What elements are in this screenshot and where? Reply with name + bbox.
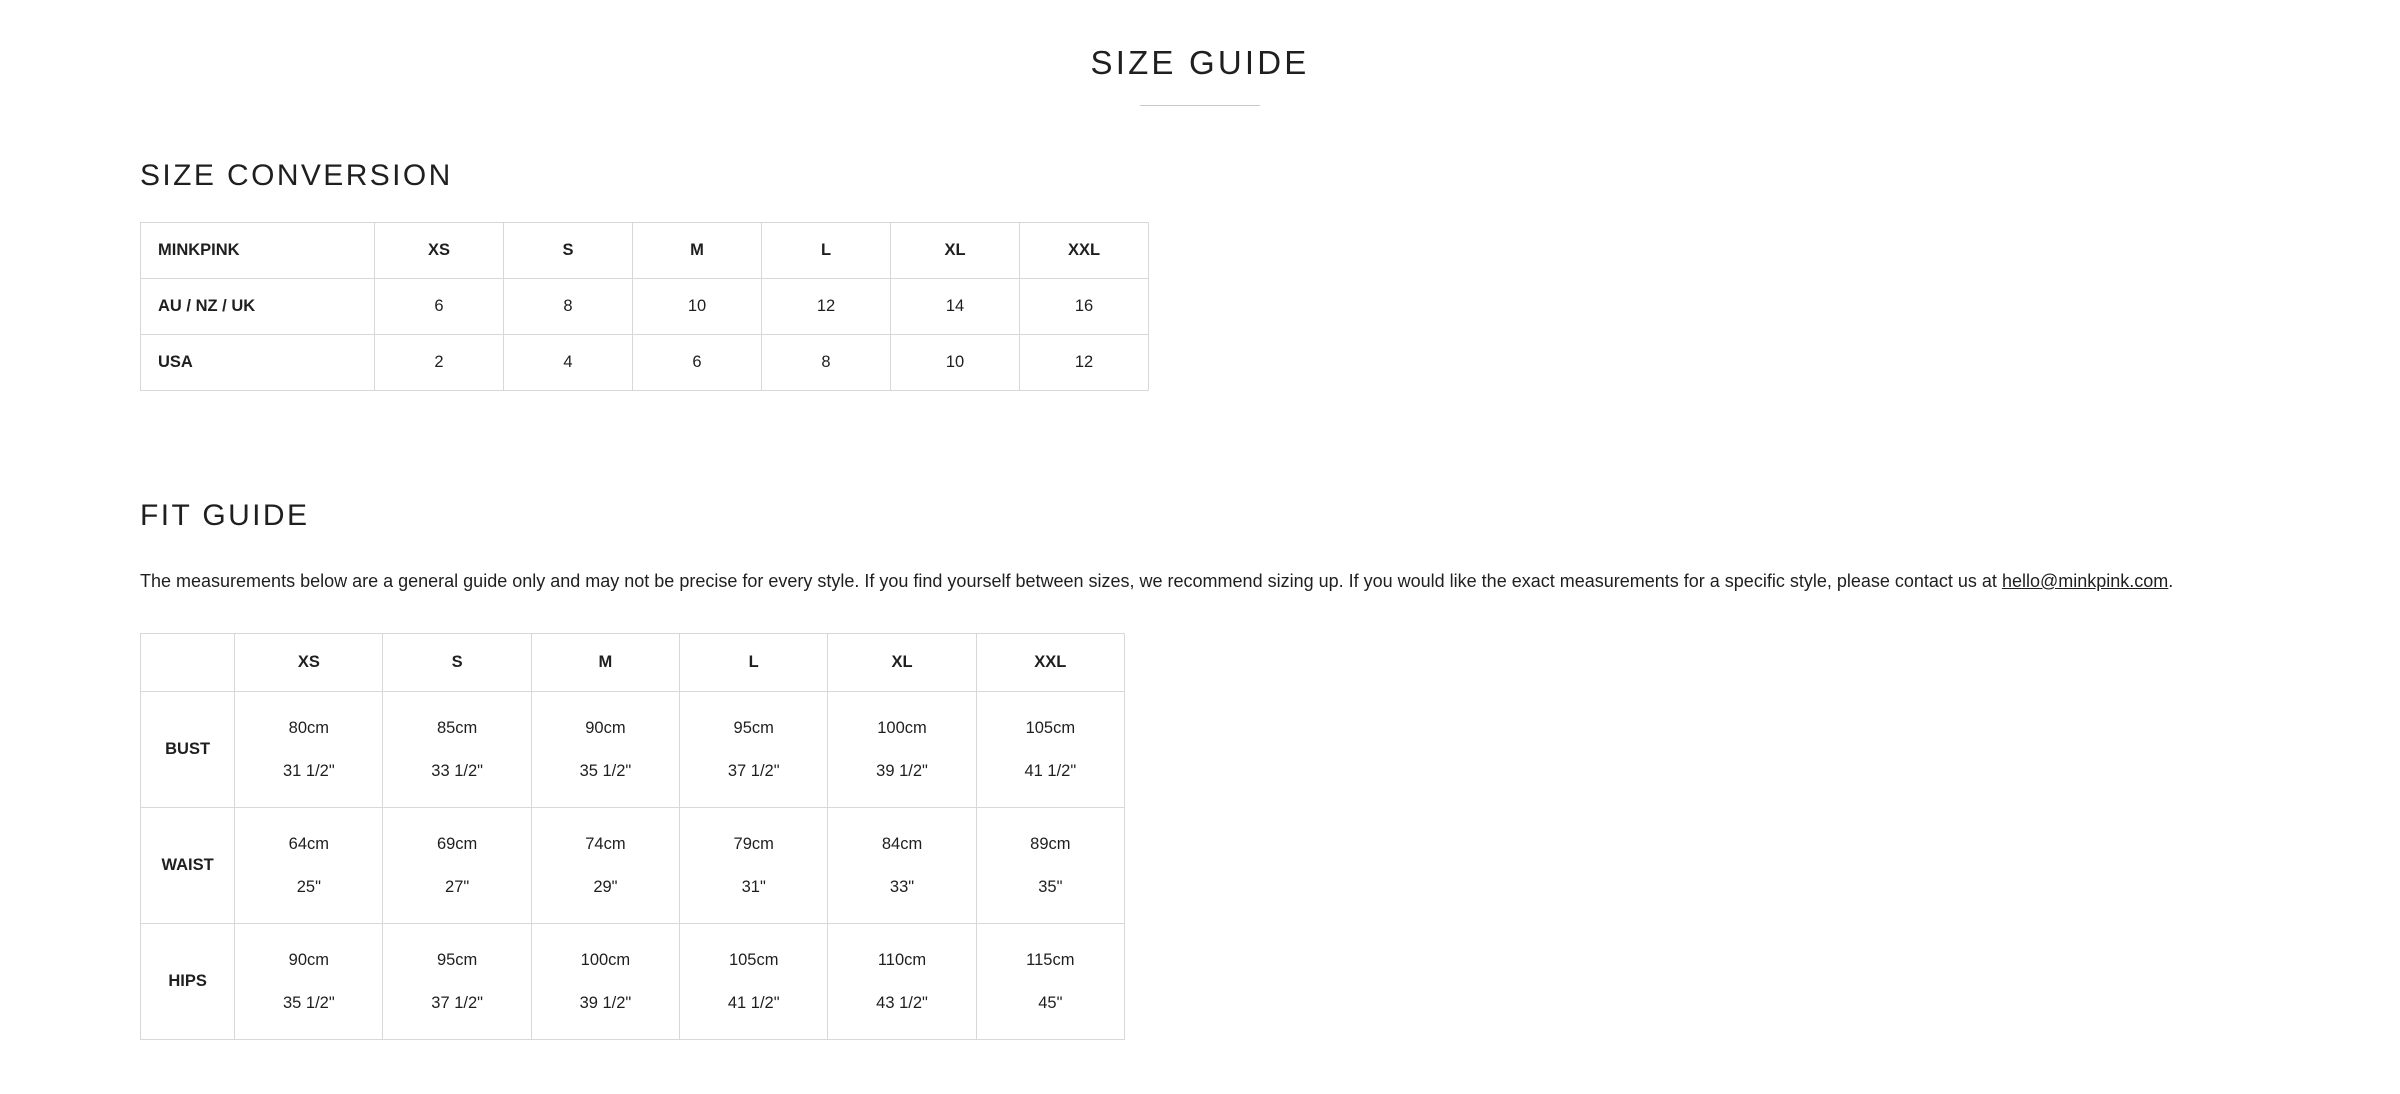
value-cm: 90cm	[585, 719, 626, 738]
table-row	[141, 924, 1125, 1040]
value-inch: 37 1/2"	[727, 761, 780, 780]
value-cm: 90cm	[288, 951, 330, 970]
title-divider	[1140, 105, 1260, 106]
page-title: SIZE GUIDE	[1090, 44, 1310, 81]
cell-aunzuk-s: 8	[504, 279, 633, 335]
cell-usa-xl: 10	[891, 335, 1020, 391]
value-inch: 45"	[1038, 993, 1063, 1012]
table-row	[141, 335, 1149, 391]
cell-waist-xxl	[976, 808, 1124, 924]
row-label-bust: BUST	[141, 692, 235, 808]
value-cm: 89cm	[1030, 835, 1071, 854]
table-header-row	[141, 634, 1125, 692]
cell-bust-xl	[828, 692, 976, 808]
cell-hips-xl	[828, 924, 976, 1040]
value-inch: 29"	[593, 877, 618, 896]
cell-bust-xs	[235, 692, 383, 808]
value-inch: 27"	[445, 877, 470, 896]
value-inch: 33"	[889, 877, 915, 896]
value-cm: 115cm	[1026, 951, 1075, 970]
value-inch: 35 1/2"	[579, 761, 632, 780]
value-cm: 110cm	[877, 951, 927, 970]
table-row	[141, 692, 1125, 808]
value-inch: 25"	[296, 877, 321, 896]
size-conversion-heading: SIZE CONVERSION	[140, 159, 453, 192]
cell-brand-xxl: XXL	[1020, 223, 1149, 279]
cell-usa-l: 8	[762, 335, 891, 391]
row-label-usa: USA	[141, 335, 375, 391]
cell-waist-xl	[828, 808, 976, 924]
table-row	[141, 808, 1125, 924]
value-inch: 33 1/2"	[431, 761, 483, 780]
cell-brand-xl: XL	[891, 223, 1020, 279]
value-cm: 64cm	[288, 835, 330, 854]
fit-guide-section	[140, 501, 2340, 1040]
cell-hips-m	[531, 924, 679, 1040]
value-cm: 69cm	[436, 835, 478, 854]
value-cm: 84cm	[881, 835, 923, 854]
value-cm: 74cm	[585, 835, 626, 854]
cell-hips-xxl	[976, 924, 1124, 1040]
cell-hips-l	[680, 924, 828, 1040]
value-cm: 80cm	[288, 719, 330, 738]
table-row	[141, 223, 1149, 279]
value-cm: 100cm	[877, 719, 927, 738]
cell-usa-m: 6	[633, 335, 762, 391]
size-conversion-table	[140, 222, 1149, 391]
header-xxl: XXL	[976, 634, 1124, 692]
cell-brand-l: L	[762, 223, 891, 279]
cell-waist-l	[680, 808, 828, 924]
cell-bust-xxl	[976, 692, 1124, 808]
value-inch: 41 1/2"	[1024, 761, 1077, 780]
row-label-waist: WAIST	[141, 808, 235, 924]
cell-bust-m	[531, 692, 679, 808]
cell-brand-xs: XS	[375, 223, 504, 279]
row-label-brand: MINKPINK	[141, 223, 375, 279]
value-inch: 43 1/2"	[876, 993, 928, 1012]
cell-brand-s: S	[504, 223, 633, 279]
value-cm: 100cm	[580, 951, 631, 970]
cell-usa-s: 4	[504, 335, 633, 391]
cell-hips-xs	[235, 924, 383, 1040]
header-xs: XS	[235, 634, 383, 692]
row-label-aunzuk: AU / NZ / UK	[141, 279, 375, 335]
cell-hips-s	[383, 924, 531, 1040]
row-label-hips: HIPS	[141, 924, 235, 1040]
header-blank	[141, 634, 235, 692]
header-m: M	[531, 634, 679, 692]
fit-guide-heading: FIT GUIDE	[140, 499, 310, 532]
cell-waist-s	[383, 808, 531, 924]
value-cm: 105cm	[728, 951, 779, 970]
cell-usa-xxl: 12	[1020, 335, 1149, 391]
cell-aunzuk-m: 10	[633, 279, 762, 335]
cell-bust-s	[383, 692, 531, 808]
value-inch: 39 1/2"	[876, 761, 928, 780]
cell-usa-xs: 2	[375, 335, 504, 391]
cell-waist-xs	[235, 808, 383, 924]
cell-aunzuk-xl: 14	[891, 279, 1020, 335]
cell-aunzuk-l: 12	[762, 279, 891, 335]
contact-email-link[interactable]: hello@minkpink.com	[2001, 571, 2169, 591]
value-cm: 95cm	[733, 719, 774, 738]
value-inch: 41 1/2"	[727, 993, 780, 1012]
cell-aunzuk-xs: 6	[375, 279, 504, 335]
value-inch: 37 1/2"	[431, 993, 483, 1012]
measurements-table	[140, 633, 1125, 1040]
cell-bust-l	[680, 692, 828, 808]
value-cm: 85cm	[436, 719, 478, 738]
fit-guide-intro	[140, 567, 2300, 596]
cell-waist-m	[531, 808, 679, 924]
fit-intro-text-after: .	[2168, 571, 2174, 591]
header-s: S	[383, 634, 531, 692]
header-l: L	[680, 634, 828, 692]
value-cm: 79cm	[733, 835, 774, 854]
value-inch: 31"	[741, 877, 766, 896]
value-cm: 95cm	[436, 951, 478, 970]
value-cm: 105cm	[1025, 719, 1076, 738]
value-inch: 31 1/2"	[282, 761, 335, 780]
value-inch: 39 1/2"	[579, 993, 632, 1012]
size-conversion-section	[140, 161, 2340, 391]
page-content	[0, 161, 2400, 1040]
cell-brand-m: M	[633, 223, 762, 279]
table-row	[141, 279, 1149, 335]
cell-aunzuk-xxl: 16	[1020, 279, 1149, 335]
value-inch: 35"	[1038, 877, 1063, 896]
value-inch: 35 1/2"	[282, 993, 335, 1012]
header-xl: XL	[828, 634, 976, 692]
fit-intro-text-before: The measurements below are a general guide only and may not be precise for every style. If you find yourself between sizes, we recommend sizing up. If you would like the exact measurements for a specific style, please contact us at	[140, 571, 2002, 591]
